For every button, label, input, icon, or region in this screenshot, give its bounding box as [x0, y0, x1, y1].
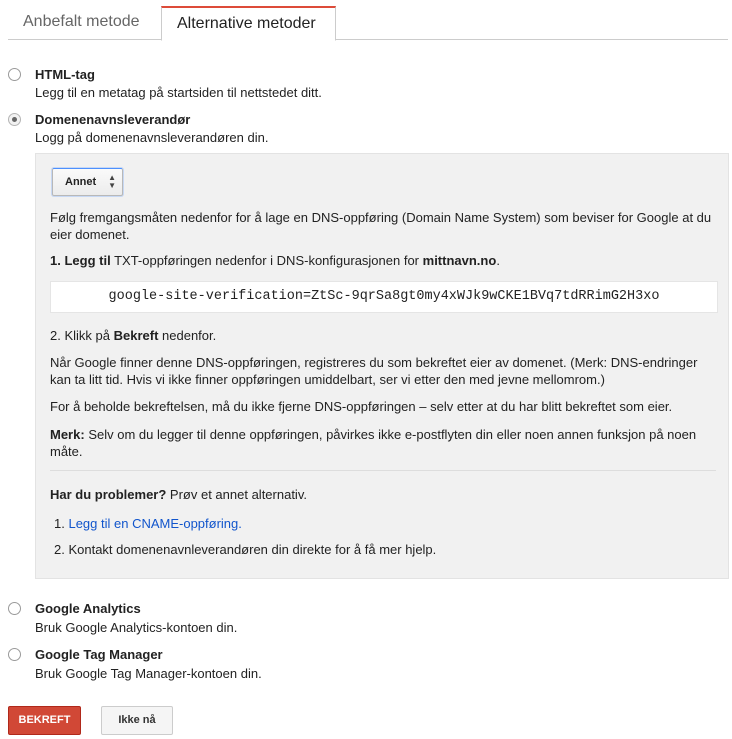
option-title-html-tag: HTML-tag [35, 67, 95, 82]
option-desc-google-tag-manager: Bruk Google Tag Manager-kontoen din. [35, 666, 262, 681]
alternative-2: 2. Kontakt domenenavnleverandøren din direkte for å få mer hjelp. [54, 542, 437, 557]
radio-google-tag-manager[interactable] [8, 648, 21, 661]
alternative-1-number: 1. [54, 516, 65, 531]
step-1-domain: mittnavn.no [422, 253, 497, 268]
step-1-number: 1. [50, 253, 61, 268]
step-2-end: nedenfor. [162, 328, 217, 343]
step-1-text [50, 252, 720, 269]
option-desc-domain-provider: Logg på domenenavnsleverandøren din. [35, 130, 269, 145]
problems-suggestion: Prøv et annet alternativ. [169, 487, 307, 502]
problems-text [50, 486, 720, 503]
radio-html-tag[interactable] [8, 68, 21, 81]
radio-google-analytics[interactable] [8, 602, 21, 615]
step-2-text [50, 327, 720, 344]
step-2-prefix: 2. Klikk på [50, 328, 110, 343]
merk-text: Selv om du legger til denne oppføringen, påvirkes ikke e-postflyten din eller noen annen funksjon på noen måte. [50, 427, 697, 459]
keep-verification-note: For å beholde bekreftelsen, må du ikke fjerne DNS-oppføringen – selv etter at du har blitt bekreftet som eier. [50, 399, 673, 414]
step-1-bold: Legg til [64, 253, 111, 268]
option-desc-google-analytics: Bruk Google Analytics-kontoen din. [35, 620, 238, 635]
not-now-button[interactable]: Ikke nå [101, 706, 173, 735]
txt-record-box[interactable]: google-site-verification=ZtSc-9qrSa8gt0my4xWJk9wCKE1BVq7tdRRimG2H3xo [50, 281, 718, 313]
option-title-google-analytics: Google Analytics [35, 601, 141, 616]
option-desc-html-tag: Legg til en metatag på startsiden til nettstedet ditt. [35, 85, 322, 100]
step-2-bold: Bekreft [113, 328, 159, 343]
merk-label: Merk: [50, 427, 85, 442]
tab-recommended-method[interactable]: Anbefalt metode [23, 13, 140, 30]
problems-bold: Har du problemer? [50, 487, 167, 502]
tab-alternative-methods[interactable]: Alternative metoder [161, 6, 336, 41]
method-tabs [8, 6, 728, 40]
dns-instructions-panel [35, 153, 729, 579]
radio-domain-provider[interactable] [8, 113, 21, 126]
alternative-1 [54, 515, 724, 532]
dns-intro-text: Følg fremgangsmåten nedenfor for å lage en DNS-oppføring (Domain Name System) som beviser for Google at du eier domenet. [50, 210, 712, 242]
verification-note: Når Google finner denne DNS-oppføringen, registreres du som bekreftet eier av domenet. (Merk: DNS-endringer kan ta litt tid. Hvis vi ikke finner oppføringen umiddelbart, ser vi etter den med jevne mellomrom.) [50, 355, 698, 387]
provider-select[interactable] [52, 168, 123, 196]
step-1-middle: TXT-oppføringen nedenfor i DNS-konfigurasjonen for [114, 253, 420, 268]
provider-select-value: Annet [65, 176, 97, 188]
select-arrows-icon: ▲ ▼ [108, 173, 116, 190]
step-1-end: . [496, 253, 500, 268]
confirm-button[interactable]: BEKREFT [8, 706, 81, 735]
panel-divider [50, 470, 716, 471]
merk-note [50, 426, 720, 460]
option-title-google-tag-manager: Google Tag Manager [35, 647, 163, 662]
option-title-domain-provider: Domenenavnsleverandør [35, 112, 191, 127]
cname-record-link[interactable]: Legg til en CNAME-oppføring. [68, 516, 242, 531]
